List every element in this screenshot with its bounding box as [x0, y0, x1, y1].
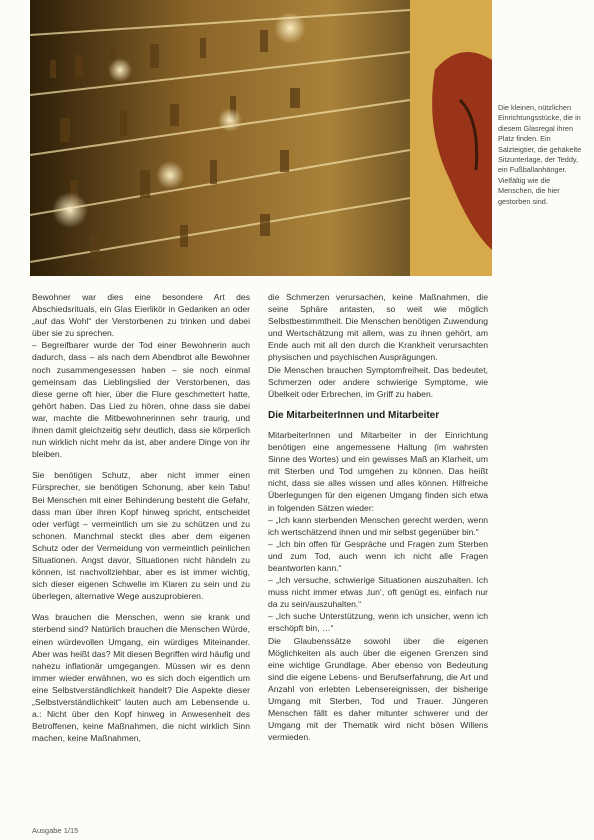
section-heading: Die MitarbeiterInnen und Mitarbeiter [268, 409, 440, 421]
paragraph: Bewohner war dies eine besondere Art des Abschiedsrituals, ein Glas Eierlikör in Gedanken an oder „auf das Wohl“ der Verstorbenen zu trinken und dabei über sie zu sprechen. – Begreifbarer wurde der Tod einer Bewohnerin auch dadurch, dass – als nach dem Abendbrot alle Bewohner noch zusammengesessen haben – sie noch einmal gemeinsam das Lieblingslied der Verstorbenen, das diese gerne oft hier, über die Flure geschmettert hatte, gehört haben. Das Lied zu hören, ohne dass sie dabei war, machte die Mitbewohnerinnen sehr traurig, und ihnen damit gleichzeitig sehr deutlich, dass sie körperlich nun wirklich nicht mehr da ist, aber andere Dinge von ihr bleiben. [32, 292, 250, 460]
right-column [268, 291, 488, 752]
issue-footer: Ausgabe 1/15 [32, 826, 79, 835]
paragraph: die Schmerzen verursachen, keine Maßnahmen, die seine Sphäre antasten, so weit wie möglich Selbstbestimmtheit. Die Menschen benötigen Zuwendung und Wertschätzung mit allem, was zu ihnen gehört, am Ende auch mit all den durch die Krankheit verursachten physischen und psychischen Ausprägungen. Die Menschen brauchen Symptomfreiheit. Das bedeutet, Schmerzen oder andere schwierige Symptome, wie Übelkeit oder Erbrechen, im Griff zu haben. [268, 292, 488, 399]
left-column [32, 291, 250, 753]
photo-glass-shelves [30, 0, 492, 276]
paragraph: Was brauchen die Menschen, wenn sie krank und sterbend sind? Natürlich brauchen die Menschen Würde, einen würdevollen Umgang, ein würdiges Miteinander. Aber was heißt das? Mit diesen Begriffen wird häufig und nahezu inflationär umgegangen. Müssen wir es denn immer wieder erwähnen, wo es sich doch eigentlich um eine Selbstverständlichkeit handelt? Die Aspekte dieser „Selbstverständlichkeit“ lauten auch am Lebensende u. a.: Nicht über den Kopf hinweg in Anwesenheit des Betroffenen, keine Maßnahmen, die nicht wirklich Sinn machen, keine Maßnahmen, [32, 612, 250, 744]
photo-caption: Die kleinen, nützlichen Einrichtungsstücke, die in diesem Glasregal ihren Platz finden. Ein Salzteigtier, die gehäkelte Sitzunterlage, der Teddy, ein Fußballanhänger. Vielfältig wie die Menschen, die hier gestorben sind. [498, 103, 582, 206]
paragraph: MitarbeiterInnen und Mitarbeiter in der Einrichtung benötigen eine angemessene Haltung (im wahrsten Sinne des Wortes) und ein gewisses Maß an Klarheit, um mit Sterben und Tod umgehen zu können. Das heißt nicht, dass sie alles wissen und alles können. Hilfreiche Überlegungen für den eigenen Umgang finden sich etwa in folgenden Sätzen wieder: – „Ich kann sterbenden Menschen gerecht werden, wenn ich wertschätzend ihnen und mir selbst gegenüber bin.“ – „Ich bin offen für Gespräche und Fragen zum Sterben und zum Tod, auch wenn ich nicht alle Fragen beantworten kann.“ – „Ich versuche, schwierige Situationen auszuhalten. Ich muss nicht immer etwas ‚tun‘, oft genügt es, einfach nur da zu sein/auszuhalten.“ – „Ich suche Unterstützung, wenn ich unsicher, wenn ich erschöpft bin, …“ Die Glaubenssätze sowohl über die eigenen Möglichkeiten als auch über die eigenen Grenzen sind eine wichtige Grundlage. Aber ebenso von Bedeutung sind die eigene Lebens- und Berufserfahrung, die Art und Anzahl von erlebten Lebensereignissen, der bisherige Umgang mit Sterben, Tod und Trauer. Jüngeren Menschen fällt es daher mitunter schwerer und der Umgang mit der Thematik wird nicht bösen Willens vermieden. [268, 429, 488, 743]
paragraph: Sie benötigen Schutz, aber nicht immer einen Fürsprecher, sie benötigen Schonung, aber kein Tabu! Bei Menschen mit einer Behinderung besteht die Gefahr, dass man über ihren Kopf hinweg spricht, entscheidet oder verfügt – vermeintlich um sie zu schützen und zu schonen. Manchmal steckt dies aber dem eigenen Schutz oder der Vermeidung von vermeintlich peinlichen Situationen. Angst davor, Situationen nicht händeln zu können, ist nachvollziehbar, aber es ist immer wichtig, sich dieser eigenen Schwelle im Klaren zu sein und zu überlegen, alternative Wege auszuprobieren. [32, 470, 250, 602]
